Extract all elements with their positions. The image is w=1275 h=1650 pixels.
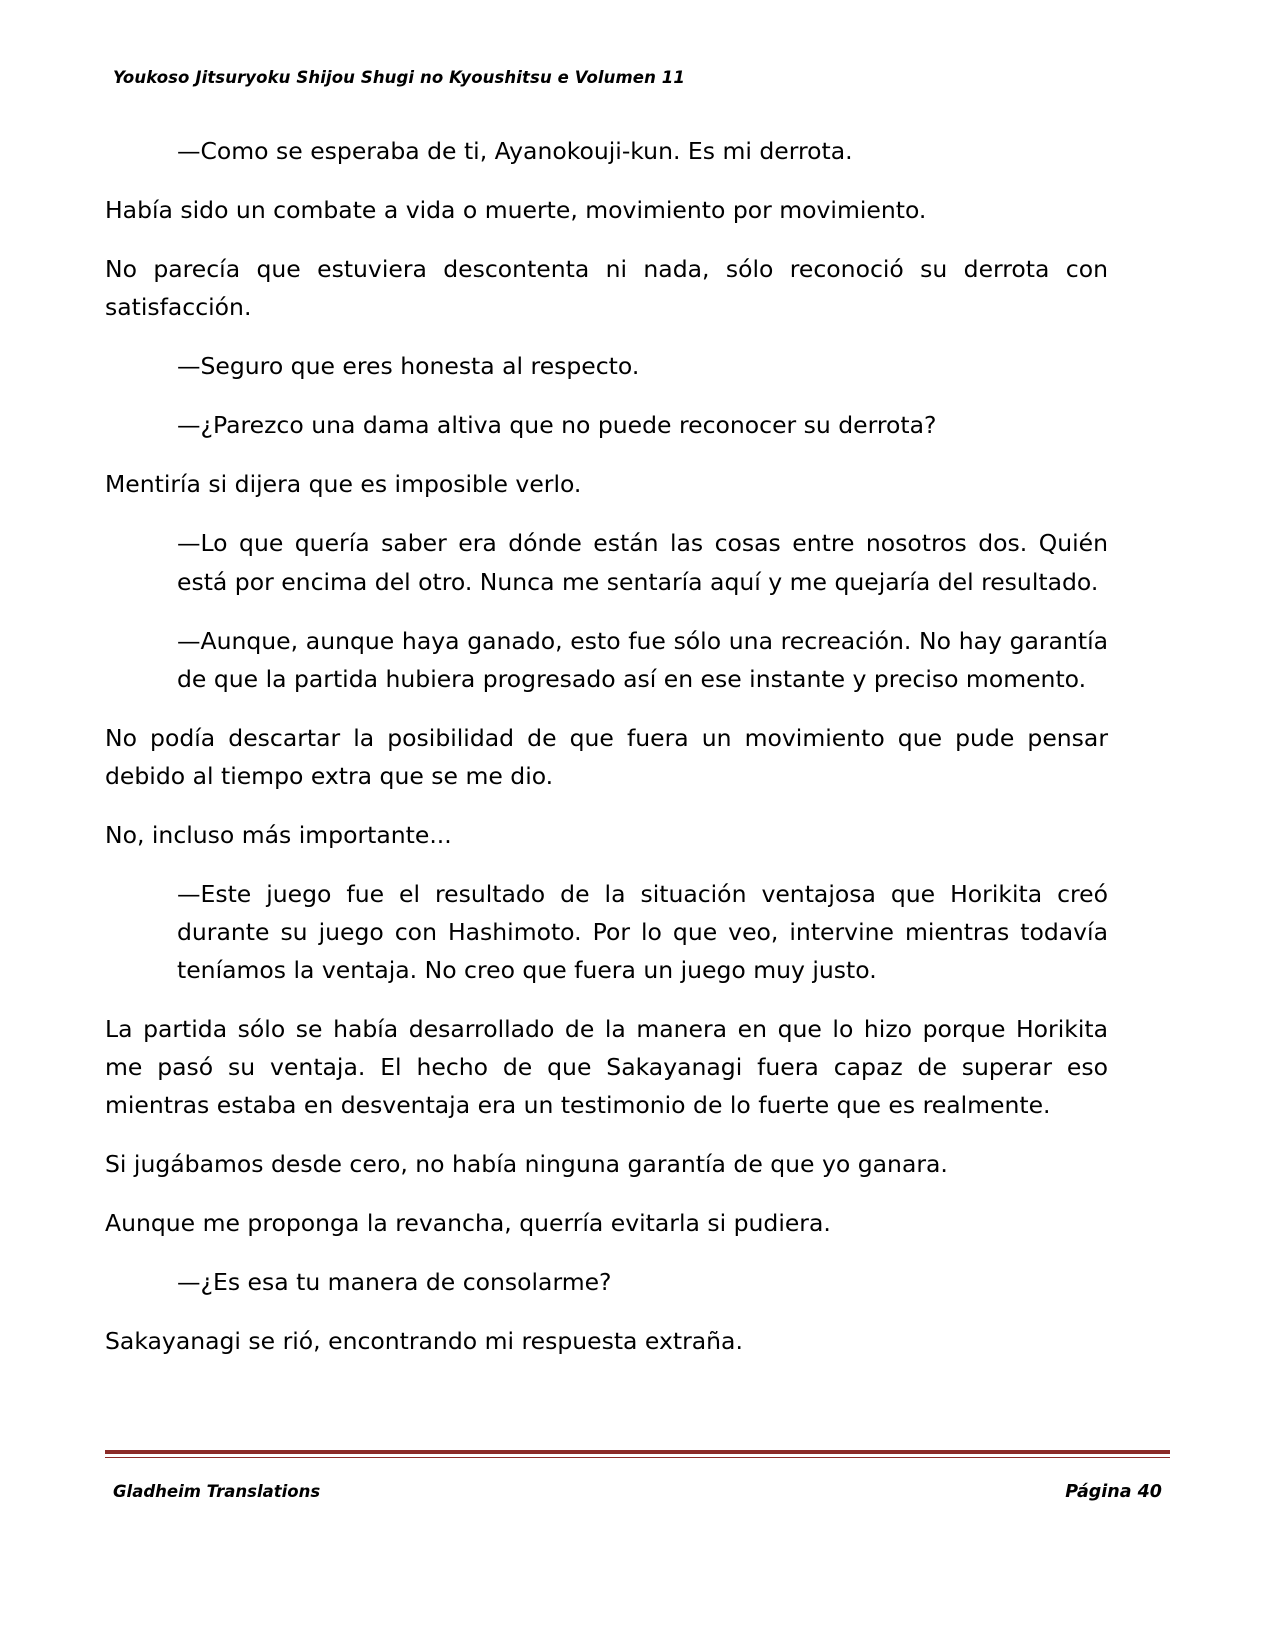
paragraph: —Este juego fue el resultado de la situación ventajosa que Horikita creó durante su juego con Hashimoto. Por lo que veo, intervine mientras todavía teníamos la ventaja. No creo que fuera un juego muy justo.: [177, 879, 1108, 984]
footer-divider-thin: [105, 1457, 1170, 1458]
paragraph: —Aunque, aunque haya ganado, esto fue sólo una recreación. No hay garantía de que la partida hubiera progresado así en ese instante y preciso momento.: [177, 626, 1108, 693]
paragraph: —¿Es esa tu manera de consolarme?: [177, 1268, 612, 1297]
footer-divider: [105, 1450, 1170, 1454]
page-body: [105, 132, 1108, 1382]
paragraph: No parecía que estuviera descontenta ni nada, sólo reconoció su derrota con satisfacción.: [105, 255, 1108, 322]
paragraph: No, incluso más importante...: [105, 820, 452, 849]
paragraph: Si jugábamos desde cero, no había ninguna garantía de que yo ganara.: [105, 1150, 948, 1179]
paragraph: Sakayanagi se rió, encontrando mi respuesta extraña.: [105, 1327, 743, 1356]
page-header: [113, 68, 1162, 87]
footer-translator-credit: Gladheim Translations: [113, 1482, 321, 1501]
paragraph: Mentiría si dijera que es imposible verlo.: [105, 470, 582, 499]
paragraph: —Como se esperaba de ti, Ayanokouji-kun. Es mi derrota.: [177, 137, 853, 165]
paragraph: Aunque me proponga la revancha, querría evitarla si pudiera.: [105, 1209, 831, 1238]
footer-page-number: Página 40: [1065, 1482, 1162, 1502]
header-title: Youkoso Jitsuryoku Shijou Shugi no Kyoushitsu e Volumen 11: [113, 68, 685, 87]
paragraph: La partida sólo se había desarrollado de la manera en que lo hizo porque Horikita me pasó su ventaja. El hecho de que Sakayanagi fuera capaz de superar eso mientras estaba en desventaja era un testimonio de lo fuerte que es realmente.: [105, 1015, 1108, 1120]
paragraph: No podía descartar la posibilidad de que fuera un movimiento que pude pensar debido al tiempo extra que se me dio.: [105, 723, 1108, 790]
paragraph: —Lo que quería saber era dónde están las cosas entre nosotros dos. Quién está por encima del otro. Nunca me sentaría aquí y me quejaría del resultado.: [177, 529, 1108, 596]
paragraph: —¿Parezco una dama altiva que no puede reconocer su derrota?: [177, 411, 937, 440]
paragraph: Había sido un combate a vida o muerte, movimiento por movimiento.: [105, 196, 927, 225]
page-footer: [113, 1482, 1162, 1502]
paragraph: —Seguro que eres honesta al respecto.: [177, 352, 640, 381]
